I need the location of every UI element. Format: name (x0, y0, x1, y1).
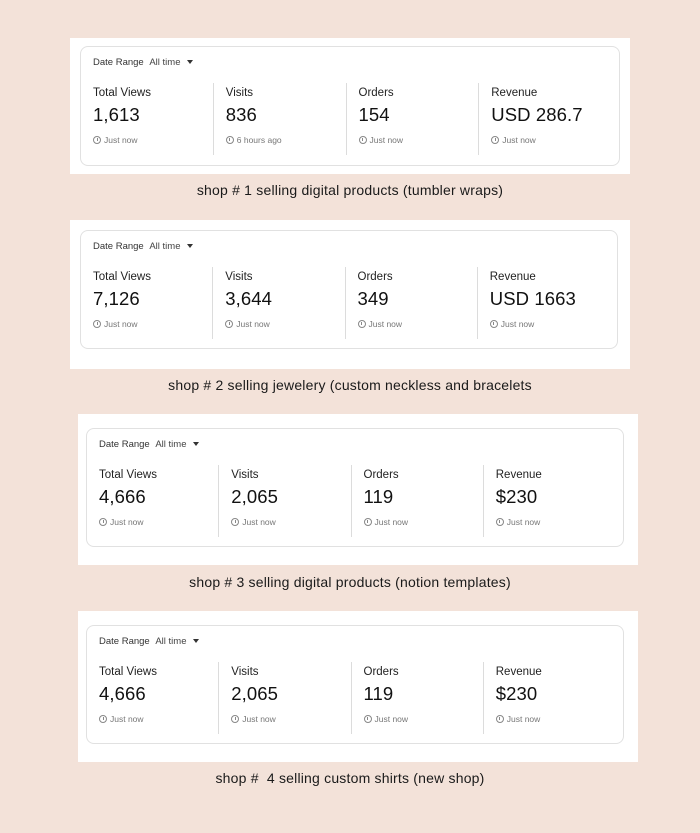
shop-stats-panel-2 (70, 220, 630, 369)
metric-updated-text: Just now (242, 714, 276, 724)
metric-updated (99, 517, 218, 527)
shop-caption-2: shop # 2 selling jewelery (custom neckless and bracelets (168, 377, 532, 393)
metric-revenue (483, 465, 615, 537)
date-range-label: Date Range (93, 57, 144, 68)
clock-icon (99, 518, 107, 526)
metric-updated-text: Just now (104, 319, 138, 329)
stats-card (80, 230, 618, 349)
metric-value: 1,613 (93, 104, 140, 125)
clock-icon (231, 518, 239, 526)
metric-updated (225, 319, 344, 329)
shop-stats-panel-4 (78, 611, 638, 762)
metric-value: 349 (357, 288, 389, 309)
metric-label: Orders (363, 469, 399, 481)
shop-caption-4: shop # 4 selling custom shirts (new shop) (215, 770, 485, 786)
metric-label: Visits (225, 271, 253, 283)
metric-updated (93, 135, 213, 145)
metric-visits (218, 662, 350, 734)
metric-updated-text: Just now (369, 135, 404, 145)
date-range-dropdown[interactable] (93, 57, 193, 68)
date-range-value: All time (149, 57, 181, 68)
metric-label: Orders (363, 666, 399, 678)
metric-updated-text: Just now (506, 714, 541, 724)
metric-label: Revenue (495, 469, 542, 481)
metric-updated-text: Just now (506, 517, 541, 527)
metric-label: Total Views (93, 87, 151, 99)
metric-updated (364, 714, 483, 724)
metric-value: 119 (363, 683, 394, 704)
metric-value: $230 (495, 683, 538, 704)
clock-icon (491, 136, 499, 144)
clock-icon (93, 136, 101, 144)
metric-value: USD 1663 (489, 288, 576, 309)
metric-visits (213, 83, 346, 155)
metric-updated (496, 714, 615, 724)
metric-revenue (477, 267, 609, 339)
shop-caption-1: shop # 1 selling digital products (tumbler wraps) (196, 182, 504, 198)
metric-visits (218, 465, 350, 537)
caret-down-icon (187, 244, 193, 248)
metric-updated (491, 135, 611, 145)
clock-icon (496, 715, 504, 723)
metric-orders (351, 662, 483, 734)
date-range-label: Date Range (99, 636, 150, 647)
metric-total-views (99, 465, 218, 537)
metric-updated-text: Just now (236, 319, 270, 329)
metric-updated-text: Just now (374, 714, 409, 724)
date-range-dropdown[interactable] (93, 241, 193, 252)
caret-down-icon (187, 60, 193, 64)
metric-updated-text: Just now (502, 135, 536, 145)
metric-updated (496, 517, 615, 527)
metric-updated (93, 319, 212, 329)
metric-updated (231, 714, 350, 724)
metric-value: 7,126 (93, 288, 140, 309)
metric-value: USD 286.7 (491, 104, 583, 125)
date-range-value: All time (155, 439, 187, 450)
metric-orders (345, 267, 477, 339)
metric-total-views (93, 267, 212, 339)
stats-card (80, 46, 620, 166)
metric-label: Orders (357, 271, 393, 283)
metric-value: $230 (495, 486, 538, 507)
stats-card (86, 428, 624, 547)
metric-updated (226, 135, 346, 145)
metric-value: 4,666 (99, 486, 146, 507)
date-range-label: Date Range (93, 241, 144, 252)
clock-icon (364, 715, 372, 723)
metric-updated-text: Just now (374, 517, 409, 527)
clock-icon (93, 320, 101, 328)
metric-visits (212, 267, 344, 339)
shop-caption-3: shop # 3 selling digital products (notion templates) (189, 574, 511, 590)
metric-label: Total Views (99, 469, 157, 481)
caret-down-icon (193, 442, 199, 446)
clock-icon (358, 320, 366, 328)
date-range-dropdown[interactable] (99, 439, 199, 450)
metric-updated-text: Just now (110, 714, 144, 724)
metric-updated (358, 319, 477, 329)
metric-value: 154 (358, 104, 390, 125)
date-range-value: All time (149, 241, 181, 252)
metric-value: 836 (225, 104, 257, 125)
shop-stats-panel-1 (70, 38, 630, 174)
metric-updated-text: 6 hours ago (236, 135, 282, 145)
shop-stats-panel-3 (78, 414, 638, 565)
metric-updated (364, 517, 483, 527)
metric-revenue (478, 83, 611, 155)
clock-icon (496, 518, 504, 526)
clock-icon (490, 320, 498, 328)
date-range-label: Date Range (99, 439, 150, 450)
clock-icon (225, 320, 233, 328)
metric-revenue (483, 662, 615, 734)
metric-updated (231, 517, 350, 527)
metrics-row (99, 662, 615, 734)
metric-label: Revenue (491, 87, 538, 99)
metric-updated (490, 319, 609, 329)
metric-label: Total Views (99, 666, 157, 678)
metric-value: 2,065 (231, 486, 279, 507)
metric-orders (351, 465, 483, 537)
clock-icon (364, 518, 372, 526)
metric-updated (99, 714, 218, 724)
date-range-value: All time (155, 636, 187, 647)
metric-orders (346, 83, 479, 155)
metric-label: Total Views (93, 271, 151, 283)
metric-label: Orders (358, 87, 394, 99)
metrics-row (93, 83, 611, 155)
metric-updated (359, 135, 479, 145)
clock-icon (99, 715, 107, 723)
metric-value: 119 (363, 486, 394, 507)
metric-updated-text: Just now (104, 135, 138, 145)
clock-icon (359, 136, 367, 144)
metric-value: 4,666 (99, 683, 146, 704)
metric-updated-text: Just now (242, 517, 276, 527)
stats-card (86, 625, 624, 744)
metric-updated-text: Just now (110, 517, 144, 527)
clock-icon (226, 136, 234, 144)
date-range-dropdown[interactable] (99, 636, 199, 647)
metric-label: Visits (231, 469, 259, 481)
metric-value: 2,065 (231, 683, 279, 704)
metric-label: Visits (231, 666, 259, 678)
clock-icon (231, 715, 239, 723)
metric-label: Visits (225, 87, 254, 99)
metric-label: Revenue (495, 666, 542, 678)
metric-label: Revenue (489, 271, 536, 283)
metrics-row (93, 267, 609, 339)
metric-value: 3,644 (225, 288, 273, 309)
metric-updated-text: Just now (368, 319, 403, 329)
metric-total-views (99, 662, 218, 734)
metric-total-views (93, 83, 213, 155)
metric-updated-text: Just now (500, 319, 535, 329)
caret-down-icon (193, 639, 199, 643)
metrics-row (99, 465, 615, 537)
